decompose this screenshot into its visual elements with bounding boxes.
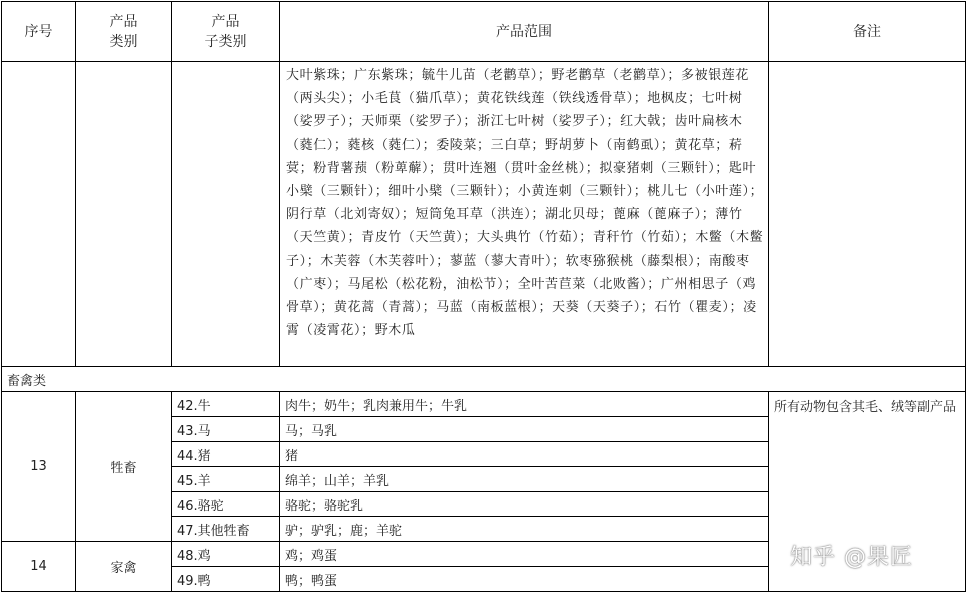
group-seq: 13 [2,392,76,542]
subcategory-cell: 43.马 [172,417,280,442]
scope-cell: 猪 [280,442,769,467]
scope-cell: 鸭；鸭蛋 [280,567,769,592]
table-row [2,392,966,417]
header-scope: 产品范围 [280,2,769,62]
remark-cell: 所有动物包含其毛、绒等副产品 [769,392,966,592]
header-seq: 序号 [2,2,76,62]
product-table [1,1,966,592]
subcategory-cell: 49.鸭 [172,567,280,592]
watermark: 知乎 @果匠 [790,545,913,570]
scope-cell: 绵羊；山羊；羊乳 [280,467,769,492]
subcategory-cell: 47.其他牲畜 [172,517,280,542]
subcategory-cell: 48.鸡 [172,542,280,567]
header-row [2,2,966,62]
scope-cell: 骆驼；骆驼乳 [280,492,769,517]
continued-category-cell [76,62,172,367]
group-seq: 14 [2,542,76,592]
header-remark: 备注 [769,2,966,62]
group-category: 牲畜 [76,392,172,542]
group-category: 家禽 [76,542,172,592]
continued-seq-cell [2,62,76,367]
scope-cell: 鸡；鸡蛋 [280,542,769,567]
subcategory-cell: 44.猪 [172,442,280,467]
header-subcategory: 产品 子类别 [172,2,280,62]
scope-cell: 肉牛；奶牛；乳肉兼用牛；牛乳 [280,392,769,417]
continued-scope-cell: 大叶紫珠；广东紫珠；毓牛儿苗（老鹳草）；野老鹳草（老鹳草）；多被银莲花（两头尖）；小毛茛（猫爪草）；黄花铁线莲（铁线透骨草）；地枫皮；七叶树（娑罗子）；天师栗（娑罗子）；浙江七叶树（娑罗子）；红大戟；齿叶扁核木（蕤仁）；蕤核（蕤仁）；委陵菜；三白草；野胡萝卜（南鹤虱）；黄花草；菥蓂；粉背薯蓣（粉萆薢）；贯叶连翘（贯叶金丝桃）；拟豪猪刺（三颗针）；匙叶小檗（三颗针）；细叶小檗（三颗针）；小黄连刺（三颗针）；桃儿七（小叶莲）；阴行草（北刘寄奴）；短筒兔耳草（洪连）；湖北贝母；蓖麻（蓖麻子）；薄竹（天竺黄）；青皮竹（天竺黄）；大头典竹（竹茹）；青秆竹（竹茹）；木鳖（木鳖子）；木芙蓉（木芙蓉叶）；蓼蓝（蓼大青叶）；软枣猕猴桃（藤梨根）；南酸枣（广枣）；马尾松（松花粉，油松节）；全叶苦苣菜（北败酱）；广州相思子（鸡骨草）；黄花蒿（青蒿）；马蓝（南板蓝根）；天葵（天葵子）；石竹（瞿麦）；凌霄（凌霄花）；野木瓜 [280,62,769,367]
scope-cell: 马；马乳 [280,417,769,442]
header-category: 产品 类别 [76,2,172,62]
continued-row [2,62,966,367]
subcategory-cell: 45.羊 [172,467,280,492]
continued-remark-cell [769,62,966,367]
section-row [2,367,966,392]
continued-subcategory-cell [172,62,280,367]
subcategory-cell: 46.骆驼 [172,492,280,517]
section-label: 畜禽类 [2,367,966,392]
scope-cell: 驴；驴乳；鹿；羊驼 [280,517,769,542]
subcategory-cell: 42.牛 [172,392,280,417]
